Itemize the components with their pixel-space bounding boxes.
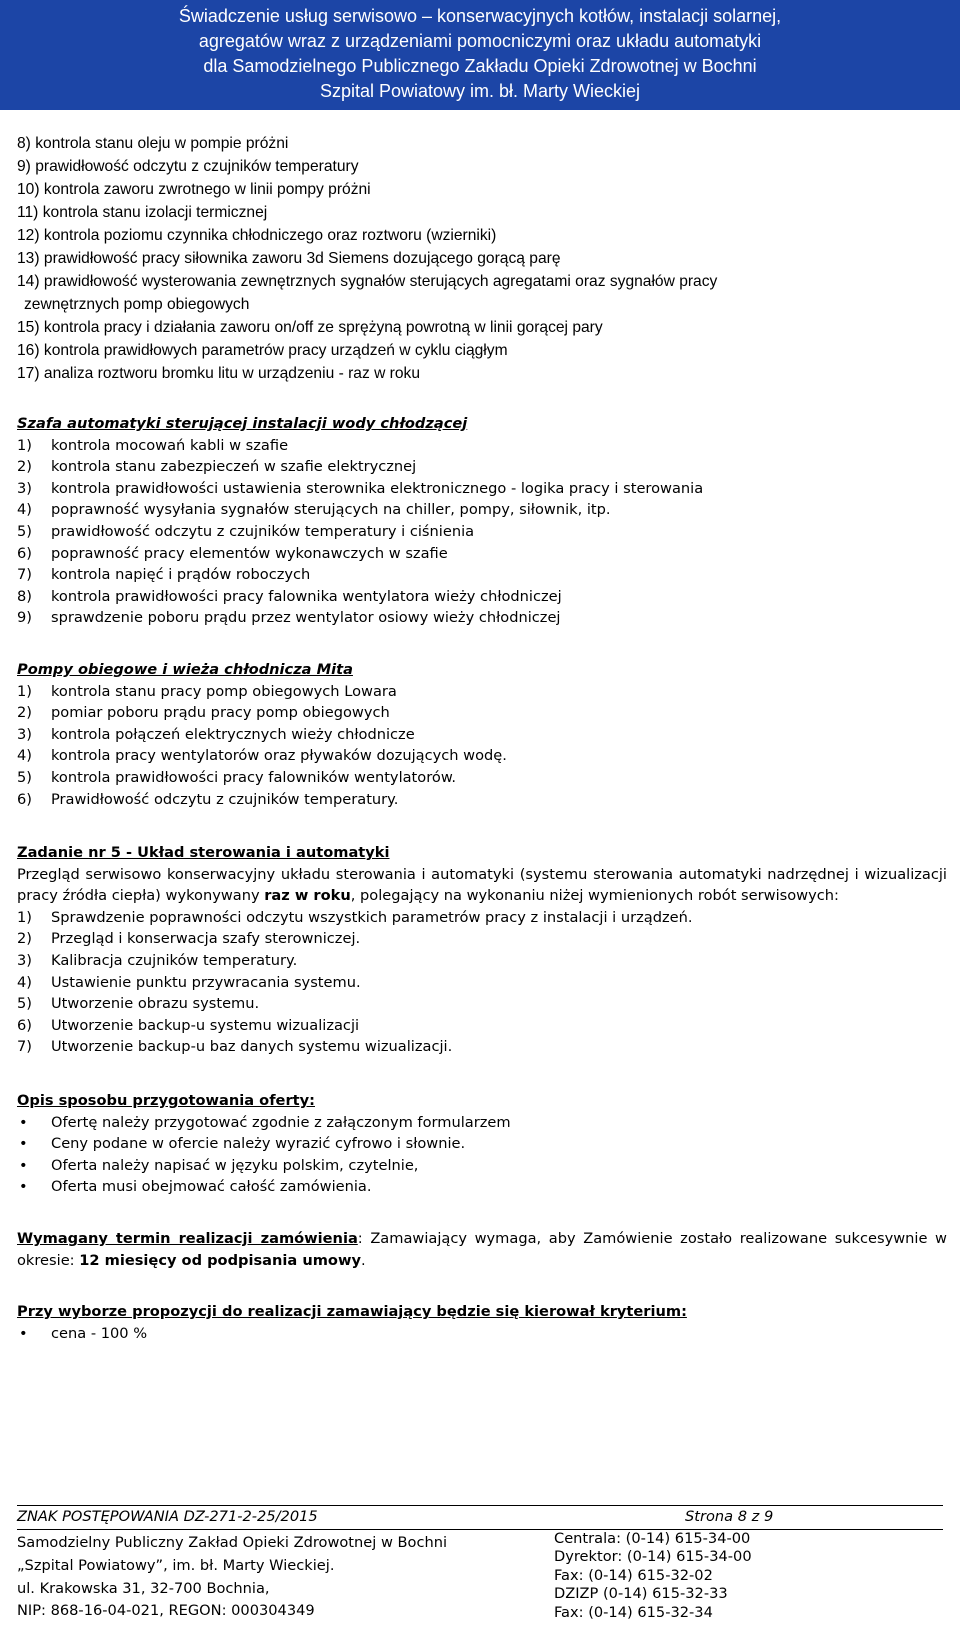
list-item: 3) kontrola prawidłowości ustawienia sterownika elektronicznego - logika pracy i sterowania: [17, 479, 704, 497]
footer-separator: [17, 1529, 943, 1530]
bullet-icon: •: [19, 1135, 28, 1153]
footer-address-line: ul. Krakowska 31, 32-700 Bochnia,: [17, 1579, 270, 1597]
footer-address-line: Samodzielny Publiczny Zakład Opieki Zdrowotnej w Bochni: [17, 1534, 448, 1551]
list-item: 5) Utworzenie obrazu systemu.: [17, 995, 260, 1013]
footer-contact-line: Fax: (0-14) 615-32-02: [554, 1566, 713, 1584]
bullet-item: • Ofertę należy przygotować zgodnie z załączonym formularzem: [17, 1112, 947, 1134]
list-item: 9) sprawdzenie poboru prądu przez wentylator osiowy wieży chłodniczej: [17, 609, 561, 627]
section-title-termin: Wymagany termin realizacji zamówienia: [17, 1230, 358, 1247]
section-title-pompy: Pompy obiegowe i wieża chłodnicza Mita: [17, 660, 353, 678]
list-item: 7) kontrola napięć i prądów roboczych: [17, 566, 311, 584]
header-line: dla Samodzielnego Publicznego Zakładu Opieki Zdrowotnej w Bochni: [203, 56, 757, 76]
maintenance-list: [17, 132, 947, 385]
bullet-item: • Oferta należy napisać w języku polskim, czytelnie,: [17, 1155, 947, 1177]
footer-contact-line: Centrala: (0-14) 615-34-00: [554, 1530, 751, 1547]
list-item: 12) kontrola poziomu czynnika chłodniczego oraz roztworu (wzierniki): [17, 227, 497, 244]
list-item: 15) kontrola pracy i działania zaworu on/off ze sprężyną powrotną w linii gorącej pary: [17, 319, 603, 336]
footer-address: [17, 1532, 447, 1623]
page-number: Strona 8 z 9: [685, 1508, 774, 1525]
szafa-list: [17, 435, 947, 629]
list-item: 4) Ustawienie punktu przywracania systemu.: [17, 973, 361, 991]
footer-contact-line: DZIZP (0-14) 615-32-33: [554, 1585, 728, 1603]
bullet-item: • Ceny podane w ofercie należy wyrazić cyfrowo i słownie.: [17, 1133, 947, 1155]
list-item: 2) Przegląd i konserwacja szafy sterowniczej.: [17, 930, 361, 948]
footer-contacts: [554, 1530, 752, 1622]
list-item: 3) Kalibracja czujników temperatury.: [17, 952, 298, 970]
list-item: 6) Prawidłowość odczytu z czujników temperatury.: [17, 790, 399, 808]
list-item: 8) kontrola stanu oleju w pompie próżni: [17, 135, 289, 152]
list-item: 2) pomiar poboru prądu pracy pomp obiegowych: [17, 704, 390, 722]
zadanie-intro: Przegląd serwisowo konserwacyjny układu sterowania i automatyki (systemu sterowania automatyki nadrzędnej i wizualizacji pracy źródła ciepła) wykonywany raz w roku, polegający na wykonaniu niżej wymienionych robót serwisowych:: [17, 865, 947, 905]
header-line: Świadczenie usług serwisowo – konserwacyjnych kotłów, instalacji solarnej,: [178, 6, 782, 26]
section-title-kryterium: Przy wyborze propozycji do realizacji zamawiający będzie się kierował kryterium:: [17, 1303, 687, 1321]
list-item: 13) prawidłowość pracy siłownika zaworu 3d Siemens dozującego gorącą parę: [17, 250, 561, 267]
list-item: 1) kontrola mocowań kabli w szafie: [17, 436, 289, 454]
list-item: 2) kontrola stanu zabezpieczeń w szafie elektrycznej: [17, 458, 417, 476]
footer-address-line: „Szpital Powiatowy”, im. bł. Marty Wieckiej.: [17, 1556, 335, 1574]
footer-contact-line: Fax: (0-14) 615-32-34: [554, 1603, 713, 1621]
list-item: 3) kontrola połączeń elektrycznych wieży chłodnicze: [17, 725, 415, 743]
bullet-icon: •: [19, 1324, 28, 1342]
list-item: 6) Utworzenie backup-u systemu wizualizacji: [17, 1016, 360, 1034]
list-item: 4) kontrola pracy wentylatorów oraz pływaków dozujących wodę.: [17, 747, 507, 765]
list-item: 10) kontrola zaworu zwrotnego w linii pompy próżni: [17, 181, 371, 198]
list-item-continuation: zewnętrznych pomp obiegowych: [24, 296, 250, 313]
list-item: 6) poprawność pracy elementów wykonawczych w szafie: [17, 544, 448, 562]
pompy-list: [17, 681, 947, 811]
list-item: 4) poprawność wysyłania sygnałów sterujących na chiller, pompy, siłownik, itp.: [17, 501, 611, 519]
list-item: 1) kontrola stanu pracy pomp obiegowych Lowara: [17, 682, 397, 700]
section-title-zadanie: Zadanie nr 5 - Układ sterowania i automatyki: [17, 844, 390, 862]
list-item: 11) kontrola stanu izolacji termicznej: [17, 204, 268, 221]
header-line: Szpital Powiatowy im. bł. Marty Wieckiej: [319, 81, 641, 101]
section-title-szafa: Szafa automatyki sterującej instalacji wody chłodzącej: [17, 415, 468, 432]
bullet-item: • cena - 100 %: [17, 1323, 947, 1345]
opis-list: [17, 1112, 947, 1198]
document-body: [17, 132, 947, 1344]
list-item: 16) kontrola prawidłowych parametrów pracy urządzeń w cyklu ciągłym: [17, 342, 508, 359]
list-item: 5) prawidłowość odczytu z czujników temperatury i ciśnienia: [17, 522, 475, 540]
document-footer: [17, 1505, 943, 1621]
list-item: 5) kontrola prawidłowości pracy falowników wentylatorów.: [17, 768, 457, 786]
bullet-item: • Oferta musi obejmować całość zamówienia.: [17, 1176, 947, 1198]
list-item: 17) analiza roztworu bromku litu w urządzeniu - raz w roku: [17, 365, 421, 382]
bullet-icon: •: [19, 1178, 28, 1196]
document-header: [0, 0, 960, 110]
list-item: 1) Sprawdzenie poprawności odczytu wszystkich parametrów pracy z instalacji i urządzeń.: [17, 908, 693, 926]
section-title-opis: Opis sposobu przygotowania oferty:: [17, 1092, 315, 1110]
procedure-reference: ZNAK POSTĘPOWANIA DZ-271-2-25/2015: [17, 1508, 318, 1525]
footer-address-line: NIP: 868-16-04-021, REGON: 000304349: [17, 1602, 315, 1620]
list-item: 7) Utworzenie backup-u baz danych systemu wizualizacji.: [17, 1038, 453, 1056]
bullet-icon: •: [19, 1113, 28, 1131]
zadanie-list: [17, 907, 947, 1058]
header-line: agregatów wraz z urządzeniami pomocniczymi oraz układu automatyki: [198, 31, 762, 51]
footer-ref-row: [17, 1505, 943, 1529]
footer-contact-line: Dyrektor: (0-14) 615-34-00: [554, 1548, 752, 1566]
bullet-icon: •: [19, 1156, 28, 1174]
list-item: 9) prawidłowość odczytu z czujników temperatury: [17, 158, 359, 175]
list-item: 14) prawidłowość wysterowania zewnętrznych sygnałów sterujących agregatami oraz sygnałów pracy: [17, 273, 718, 290]
kryterium-list: [17, 1323, 947, 1345]
list-item: 8) kontrola prawidłowości pracy falownika wentylatora wieży chłodniczej: [17, 587, 562, 605]
termin-paragraph: Wymagany termin realizacji zamówienia: Zamawiający wymaga, aby Zamówienie zostało realizowane sukcesywnie w okresie: 12 miesięcy od podpisania umowy.: [17, 1230, 947, 1269]
